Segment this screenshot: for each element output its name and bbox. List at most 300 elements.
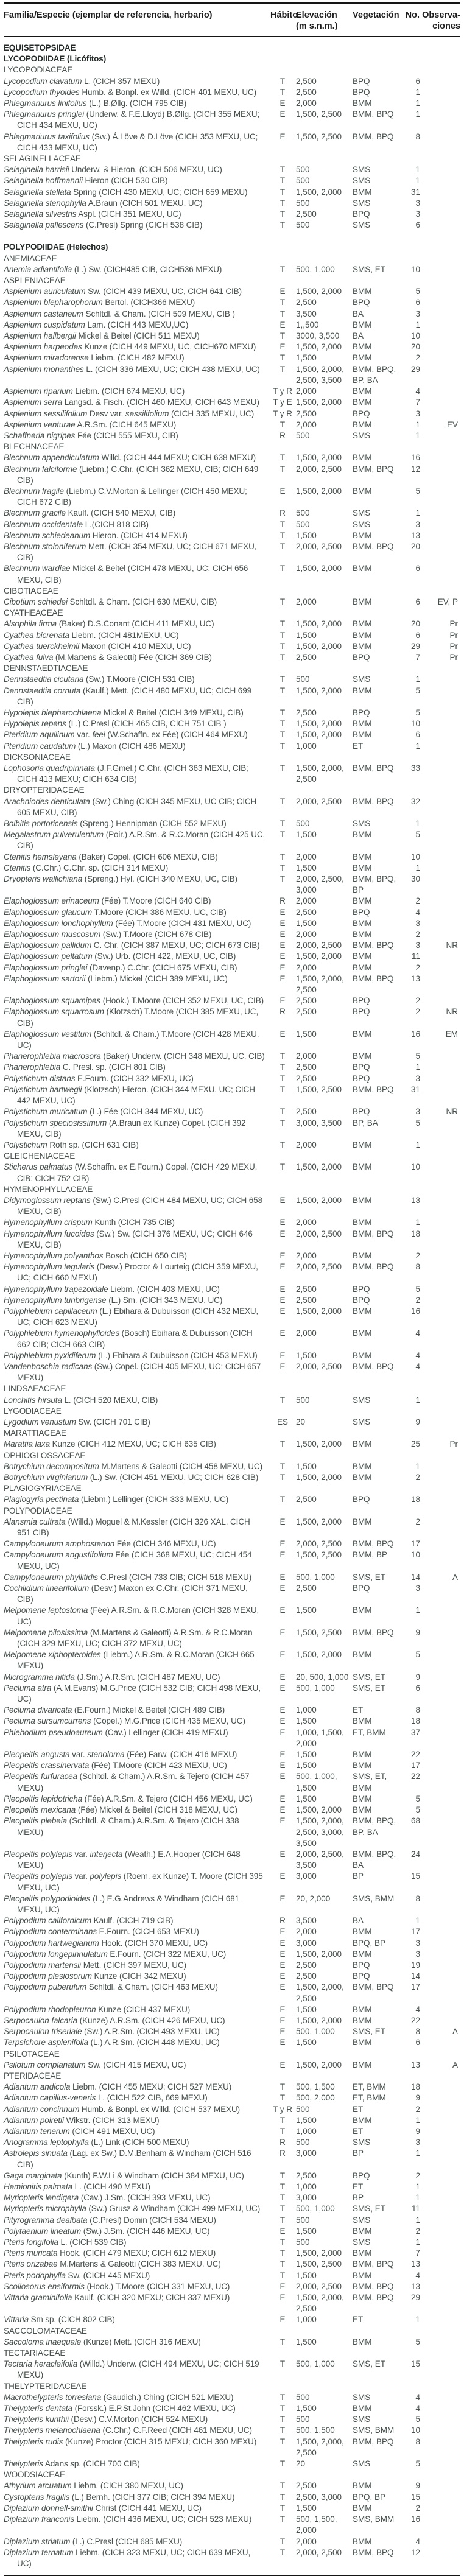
vegetation-cell: BMM xyxy=(353,2270,372,2280)
section-row xyxy=(4,37,460,54)
taxon-name: Elaphoglossum sartorii (Liebm.) Mickel (CICH 389 MEXU, UC) xyxy=(4,974,228,983)
taxon-name: Polystichum muricatum (L.) Fée (CICH 344 MEXU, UC) xyxy=(4,1107,203,1117)
vegetation-cell: BP xyxy=(353,1872,364,1881)
count-cell xyxy=(404,1450,420,1461)
species-row xyxy=(4,1517,460,1539)
observations-cell xyxy=(420,1672,460,1683)
count-cell: 4 xyxy=(415,907,420,917)
elevation-cell: 1,,500 xyxy=(296,320,319,329)
vegetation-cell: BMM xyxy=(353,1162,372,1172)
vegetation-cell: BMM xyxy=(353,287,372,297)
habito-cell xyxy=(269,275,296,286)
observations-cell xyxy=(420,586,460,597)
vegetation-cell: BPQ xyxy=(353,1107,370,1117)
species-row xyxy=(4,1395,460,1406)
taxon-name: Asplenium riparium Liebm. (CICH 674 MEXU, UC) xyxy=(4,387,185,396)
observations-cell xyxy=(420,718,460,729)
vegetation-cell: SMS, ET xyxy=(353,2359,386,2369)
vegetation-cell: SMS, BMM xyxy=(353,1893,395,1903)
elevation-cell xyxy=(296,2381,353,2392)
count-cell: 22 xyxy=(410,1750,420,1760)
elevation-cell: 1,500, 2,500 xyxy=(296,1084,342,1094)
elevation-cell: 500, 1,000 xyxy=(296,1572,335,1582)
elevation-cell: 500 xyxy=(296,198,310,208)
habito-cell xyxy=(269,663,296,674)
habito-cell: T xyxy=(279,1084,286,1094)
vegetation-cell: BMM xyxy=(353,597,372,606)
count-cell: 16 xyxy=(410,2515,420,2524)
habito-cell: T xyxy=(279,2547,286,2557)
observations-cell xyxy=(420,863,460,874)
family-row xyxy=(4,65,460,75)
elevation-cell: 1,500 xyxy=(296,2226,317,2236)
vegetation-cell: BMM xyxy=(353,1350,372,1360)
vegetation-cell xyxy=(353,608,404,619)
species-row xyxy=(4,2015,460,2026)
count-cell: 3 xyxy=(415,1584,420,1593)
vegetation-cell: BMM xyxy=(353,342,372,352)
elevation-cell: 2,500 xyxy=(296,209,317,219)
vegetation-cell: BPQ xyxy=(353,87,370,97)
observations-cell xyxy=(420,1893,460,1915)
habito-cell: T xyxy=(279,1439,286,1449)
taxon-name: Alsophila firma (Baker) D.S.Conant (CICH 411 MEXU, UC) xyxy=(4,619,214,629)
observations-cell xyxy=(420,1361,460,1383)
taxon-name: Cochlidium linearifolium (Desv.) Maxon ex C.Chr. (CICH 371 MEXU, CIB) xyxy=(4,1584,248,1604)
vegetation-cell: BMM, BPQ xyxy=(353,1539,394,1549)
count-cell: 2 xyxy=(415,1473,420,1482)
habito-cell: T xyxy=(279,641,286,651)
species-row xyxy=(4,1749,460,1760)
habito-cell xyxy=(269,242,296,253)
observations-cell xyxy=(420,187,460,198)
count-cell: 12 xyxy=(410,2547,420,2557)
taxon-name: Polystichum speciosissimum (A.Braun ex Kunze) Copel. (CICH 392 MEXU, CIB) xyxy=(4,1118,246,1139)
vegetation-cell: BMM xyxy=(353,99,372,108)
vegetation-cell: SMS, ET xyxy=(353,264,386,274)
elevation-cell: 1,500 xyxy=(296,1350,317,1360)
count-cell: 6 xyxy=(415,298,420,307)
observations-cell xyxy=(420,37,460,54)
count-cell: 1 xyxy=(415,1606,420,1615)
observations-cell xyxy=(420,2392,460,2403)
vegetation-cell: BMM xyxy=(353,963,372,972)
elevation-cell xyxy=(296,2469,353,2480)
species-row xyxy=(4,209,460,220)
habito-cell: T xyxy=(279,464,286,474)
elevation-cell xyxy=(296,275,353,286)
observations-cell xyxy=(420,87,460,98)
elevation-cell xyxy=(296,1450,353,1461)
species-row xyxy=(4,1251,460,1262)
taxon-name: Arachniodes denticulata (Sw.) Ching (CICH 345 MEXU, UC CIB; CICH 605 MEXU, CIB) xyxy=(4,796,257,817)
elevation-cell: 2,500 xyxy=(296,1495,317,1504)
species-row xyxy=(4,1350,460,1361)
elevation-cell: 1,500 xyxy=(296,863,317,872)
family-name: TECTARIACEAE xyxy=(4,2348,66,2358)
species-row xyxy=(4,829,460,851)
observations-cell xyxy=(420,2015,460,2026)
count-cell: 15 xyxy=(410,1872,420,1881)
species-row xyxy=(4,1771,460,1793)
vegetation-cell: BMM xyxy=(353,2481,372,2491)
observations-cell xyxy=(420,2203,460,2214)
species-row xyxy=(4,2503,460,2514)
elevation-cell xyxy=(296,1406,353,1417)
elevation-cell: 2,500 xyxy=(296,76,317,86)
elevation-cell xyxy=(296,153,353,164)
observations-cell xyxy=(420,1749,460,1760)
vegetation-cell: BMM, BPQ xyxy=(353,1229,394,1238)
observations-cell xyxy=(420,2115,460,2126)
observations-cell xyxy=(420,508,460,519)
species-row xyxy=(4,430,460,441)
observations-cell xyxy=(420,2381,460,2392)
species-row xyxy=(4,1971,460,1982)
count-cell: 8 xyxy=(415,1262,420,1272)
taxon-name: Asplenium miradorense Liebm. (CICH 482 MEXU) xyxy=(4,353,185,363)
taxon-name: Myriopteris lendigera (Cav.) J.Sm. (CICH 393 MEXU, UC) xyxy=(4,2193,211,2203)
elevation-cell: 1,500 xyxy=(296,918,317,928)
species-row xyxy=(4,2281,460,2292)
count-cell: 4 xyxy=(415,2536,420,2546)
species-row xyxy=(4,963,460,974)
vegetation-cell: BMM xyxy=(353,641,372,651)
habito-cell: E xyxy=(279,1650,286,1660)
observations-cell xyxy=(420,1871,460,1893)
habito-cell: T xyxy=(279,1107,286,1117)
vegetation-cell: SMS xyxy=(353,519,371,529)
vegetation-cell: BMM, BPQ, BP xyxy=(353,874,396,895)
family-row xyxy=(4,785,460,796)
habito-cell: E xyxy=(279,1627,286,1637)
vegetation-cell: BMM xyxy=(353,398,372,407)
count-cell: 3 xyxy=(415,519,420,529)
elevation-cell: 500, 1,000 xyxy=(296,1683,335,1693)
species-row xyxy=(4,1062,460,1073)
vegetation-cell: BMM, BPQ xyxy=(353,2437,394,2446)
habito-cell: T xyxy=(279,2082,286,2092)
vegetation-cell: BMM xyxy=(353,187,372,197)
vegetation-cell: BPQ xyxy=(353,652,370,662)
vegetation-cell: BPQ xyxy=(353,1073,370,1083)
habito-cell: E xyxy=(279,1195,286,1205)
elevation-cell: 2,000, 2,500 xyxy=(296,541,342,551)
elevation-cell: 500 xyxy=(296,1395,310,1405)
elevation-cell: 1,500, 2,500 xyxy=(296,2259,342,2269)
count-cell: 25 xyxy=(410,1439,420,1449)
observations-cell xyxy=(420,1306,460,1328)
family-name: PTERIDACEAE xyxy=(4,2071,62,2080)
vegetation-cell xyxy=(353,1483,404,1494)
observations-cell xyxy=(420,896,460,907)
taxon-name: Asplenium cuspidatum Lam. (CICH 443 MEXU,UC) xyxy=(4,320,189,329)
family-row xyxy=(4,275,460,286)
observations-cell xyxy=(420,109,460,131)
taxon-name: Selaginella hoffmannii Hieron (CICH 530 CIB) xyxy=(4,176,168,186)
species-row xyxy=(4,940,460,951)
vegetation-cell: ET xyxy=(353,741,364,751)
vegetation-cell xyxy=(353,1428,404,1439)
taxon-name: Pleopeltis plebeia (Schltdl. & Cham.) A.R.Sm. & Tejero (CICH 338 MEXU) xyxy=(4,1816,239,1837)
count-cell: 29 xyxy=(410,2293,420,2303)
species-row xyxy=(4,1162,460,1184)
taxon-name: Pteris podophylla Sw. (CICH 445 MEXU) xyxy=(4,2270,150,2280)
elevation-cell: 2,500 xyxy=(296,2481,317,2491)
habito-cell: T xyxy=(279,819,286,829)
taxon-name: Dennstaedtia cornuta (Kaulf.) Mett. (CICH 480 MEXU, UC; CICH 699 CIB) xyxy=(4,686,252,706)
species-row xyxy=(4,309,460,320)
vegetation-cell xyxy=(353,242,404,253)
taxon-name: Myriopteris microphylla (Sw.) Grusz & Windham (CICH 499 MEXU, UC) xyxy=(4,2204,261,2214)
observations-cell xyxy=(420,818,460,829)
elevation-cell: 500, 1,000 xyxy=(296,2359,335,2369)
observations-cell xyxy=(420,907,460,918)
count-cell: 1 xyxy=(415,1916,420,1926)
species-row xyxy=(4,951,460,962)
count-cell xyxy=(404,2326,420,2337)
species-row xyxy=(4,674,460,685)
vegetation-cell xyxy=(353,1184,404,1195)
elevation-cell: 1,000 xyxy=(296,1705,317,1715)
habito-cell: E xyxy=(279,1705,286,1715)
vegetation-cell: BMM, BPQ xyxy=(353,941,394,950)
observations-cell xyxy=(420,76,460,87)
species-row xyxy=(4,76,460,87)
vegetation-cell: BMM xyxy=(353,619,372,629)
observations-cell xyxy=(420,1151,460,1162)
species-row xyxy=(4,353,460,363)
taxon-name: Polypodium plesiosorum Kunze (CICH 342 MEXU) xyxy=(4,1971,186,1981)
observations-cell xyxy=(420,198,460,209)
vegetation-cell: ET, BMM xyxy=(353,1727,386,1737)
taxon-name: Polyphlebium hymenophylloides (Bosch) Ebihara & Dubuisson (CICH 662 CIB; CICH 663 CIB) xyxy=(4,1328,253,1349)
elevation-cell: 1,500, 2,000 xyxy=(296,398,342,407)
elevation-cell: 2,500 xyxy=(296,1062,317,1072)
observations-cell xyxy=(420,409,460,419)
taxon-name: Blechnum appendiculatum Willd. (CICH 444 MEXU; CICH 638 MEXU) xyxy=(4,453,256,463)
vegetation-cell xyxy=(353,586,404,597)
count-cell xyxy=(404,1184,420,1195)
count-cell: 3 xyxy=(415,309,420,318)
habito-cell: T xyxy=(279,1118,286,1128)
habito-cell: E xyxy=(279,342,286,352)
family-name: ANEMIACEAE xyxy=(4,253,57,263)
habito-cell: E xyxy=(279,2015,286,2025)
habito-cell xyxy=(269,1483,296,1494)
species-row xyxy=(4,1229,460,1251)
species-row xyxy=(4,1118,460,1140)
observations-cell: Pr xyxy=(449,641,458,651)
observations-cell xyxy=(420,1938,460,1949)
observations-cell xyxy=(420,1461,460,1472)
habito-cell: T xyxy=(279,353,286,363)
taxon-name: Psilotum complanatum Sw. (CICH 415 MEXU, UC) xyxy=(4,2060,186,2069)
taxon-name: Elaphoglossum pringlei (Davenp.) C.Chr. (CICH 675 MEXU, CIB) xyxy=(4,963,237,972)
species-table-body xyxy=(4,37,460,2569)
elevation-cell: 1,500, 2,000 xyxy=(296,719,342,729)
habito-cell: T xyxy=(279,541,286,551)
vegetation-cell: BMM xyxy=(353,2536,372,2546)
count-cell: 4 xyxy=(415,1361,420,1371)
vegetation-cell: BPQ, BP xyxy=(353,1938,386,1948)
elevation-cell: 500, 1,500 xyxy=(296,2082,335,2092)
count-cell: 6 xyxy=(415,220,420,230)
elevation-cell: 500 xyxy=(296,675,310,684)
count-cell: 1 xyxy=(415,430,420,440)
observations-cell xyxy=(420,1084,460,1106)
observations-cell xyxy=(420,1816,460,1849)
taxon-name: Hypolepis repens (L.) C.Presl (CICH 465 CIB, CICH 751 CIB ) xyxy=(4,719,227,729)
observations-cell xyxy=(420,153,460,164)
habito-cell: T y R xyxy=(272,409,292,418)
family-name: SACCOLOMATACEAE xyxy=(4,2326,87,2336)
observations-cell xyxy=(420,54,460,65)
count-cell: 33 xyxy=(410,763,420,773)
vegetation-cell: SMS xyxy=(353,675,371,684)
species-row xyxy=(4,1284,460,1295)
taxon-name: Adiantum concinnum Humb. & Bonpl. ex Willd. (CICH 537 MEXU) xyxy=(4,2104,241,2114)
species-row xyxy=(4,1417,460,1428)
habito-cell: T xyxy=(279,630,286,640)
elevation-cell: 2,000, 2,500 xyxy=(296,2281,342,2291)
observations-cell xyxy=(420,1849,460,1871)
count-cell: 7 xyxy=(415,652,420,662)
habito-cell: T xyxy=(279,564,286,574)
count-cell: 5 xyxy=(415,486,420,496)
family-row xyxy=(4,253,460,264)
count-cell: 17 xyxy=(410,1927,420,1937)
count-cell xyxy=(404,54,420,65)
observations-cell xyxy=(420,1162,460,1184)
vegetation-cell: BMM, BPQ xyxy=(353,541,394,551)
observations-cell xyxy=(420,1949,460,1960)
habito-cell xyxy=(269,1151,296,1162)
taxon-name: Asplenium serra Langsd. & Fisch. (CICH 460 MEXU, CICH 643 MEXU) xyxy=(4,398,259,407)
count-cell: 17 xyxy=(410,1539,420,1549)
elevation-cell: 1,000, 1,500, 2,000 xyxy=(296,1727,344,1748)
count-cell: 3 xyxy=(415,2138,420,2147)
observations-cell xyxy=(420,707,460,718)
elevation-cell: 500 xyxy=(296,2104,310,2114)
elevation-cell: 500 xyxy=(296,2392,310,2402)
habito-cell: T y E xyxy=(273,398,292,407)
elevation-cell: 500, 2,000 xyxy=(296,2093,335,2103)
habito-cell: T xyxy=(279,1473,286,1482)
count-cell: 6 xyxy=(415,597,420,606)
count-cell xyxy=(404,2469,420,2480)
count-cell: 15 xyxy=(410,2492,420,2502)
count-cell xyxy=(404,2381,420,2392)
vegetation-cell xyxy=(353,1450,404,1461)
taxon-name: Alansmia cultrata (Willd.) Moguel & M.Kessler (CICH 326 XAL, CICH 951 CIB) xyxy=(4,1517,250,1538)
taxon-name: Polystichum Roth sp. (CICH 631 CIB) xyxy=(4,1140,139,1149)
taxon-name: Pleopeltis mexicana (Fée) Mickel & Beitel (CICH 318 MEXU, UC) xyxy=(4,1805,238,1815)
elevation-cell: 1,500 xyxy=(296,1606,317,1615)
elevation-cell: 3,000, 3,500 xyxy=(296,1118,342,1128)
habito-cell xyxy=(269,65,296,75)
observations-cell: NR xyxy=(446,1107,458,1117)
count-cell: 37 xyxy=(410,1727,420,1737)
observations-cell xyxy=(420,164,460,175)
species-row xyxy=(4,508,460,519)
taxon-name: Blechnum falciforme (Liebm.) C.Chr. (CICH 362 MEXU, CIB; CICH 649 CIB) xyxy=(4,464,259,485)
observations-cell xyxy=(420,264,460,275)
vegetation-cell: BMM xyxy=(353,564,372,574)
habito-cell: E xyxy=(279,1949,286,1959)
taxon-name: Phlebodium pseudoaureum (Cav.) Lellinger (CICH 419 MEXU) xyxy=(4,1727,228,1737)
count-cell: 5 xyxy=(415,1284,420,1294)
count-cell: 2 xyxy=(415,930,420,939)
species-row xyxy=(4,763,460,785)
elevation-cell: 20 xyxy=(296,2459,306,2469)
elevation-cell: 3,000 xyxy=(296,1938,317,1948)
observations-cell xyxy=(420,2259,460,2270)
elevation-cell xyxy=(296,2348,353,2359)
taxon-name: Marattia laxa Kunze (CICH 412 MEXU, UC; CICH 635 CIB) xyxy=(4,1439,216,1449)
habito-cell xyxy=(269,2326,296,2337)
count-cell: 20 xyxy=(410,541,420,551)
species-row xyxy=(4,297,460,308)
elevation-cell: 500 xyxy=(296,819,310,829)
observations-cell xyxy=(420,1483,460,1494)
observations-cell xyxy=(420,874,460,896)
elevation-cell xyxy=(296,1506,353,1517)
vegetation-cell: BA xyxy=(353,1916,364,1926)
taxon-name: Asplenium auriculatum Sw. (CICH 439 MEXU, UC, CICH 641 CIB) xyxy=(4,287,242,297)
habito-cell: E xyxy=(279,930,286,939)
species-row xyxy=(4,896,460,907)
count-cell: 16 xyxy=(410,1306,420,1316)
elevation-cell: 500 xyxy=(296,430,310,440)
count-cell: 10 xyxy=(410,264,420,274)
vegetation-cell: BMM xyxy=(353,852,372,862)
habito-cell: T xyxy=(279,419,286,429)
habito-cell: T xyxy=(279,2171,286,2180)
count-cell: 2 xyxy=(415,2226,420,2236)
observations-cell xyxy=(420,98,460,109)
vegetation-cell: BMM xyxy=(353,1927,372,1937)
vegetation-cell: BPQ xyxy=(353,1007,370,1017)
count-cell: 2 xyxy=(415,963,420,972)
elevation-cell: 1,000 xyxy=(296,2126,317,2136)
family-name: POLYPODIACEAE xyxy=(4,1506,72,1515)
elevation-cell: 2,000 xyxy=(296,1218,317,1227)
vegetation-cell: SMS, ET xyxy=(353,1672,386,1682)
habito-cell: T xyxy=(279,1461,286,1471)
count-cell: 9 xyxy=(415,2481,420,2491)
vegetation-cell: ET, BMM xyxy=(353,2082,386,2092)
taxon-name: Bolbitis portoricensis (Spreng.) Hennipman (CICH 552 MEXU) xyxy=(4,819,227,829)
habito-cell: E xyxy=(279,2038,286,2048)
taxon-name: Asplenium sessilifolium Desv var. sessilifolium (CICH 335 MEXU, UC) xyxy=(4,409,255,418)
count-cell: 5 xyxy=(415,2415,420,2424)
habito-cell: T xyxy=(279,165,286,175)
count-cell: 32 xyxy=(410,796,420,806)
elevation-cell: 1,500, 2,000 xyxy=(296,1306,342,1316)
taxon-name: Diplazium ternatum Liebm. (CICH 323 MEXU, UC; CICH 639 MEXU, UC) xyxy=(4,2547,251,2568)
vegetation-cell: ET, BMM xyxy=(353,2093,386,2103)
species-row xyxy=(4,2514,460,2536)
observations-cell xyxy=(420,1395,460,1406)
taxon-name: Hymenophyllum polyanthos Bosch (CICH 650 CIB) xyxy=(4,1251,187,1260)
count-cell: 30 xyxy=(410,874,420,884)
observations-cell xyxy=(420,563,460,585)
taxon-name: Lycopodium thyoides Humb. & Bonpl. ex Willd. (CICH 401 MEXU, UC) xyxy=(4,87,257,97)
section-name: LYCOPODIIDAE (Licófitos) xyxy=(4,54,107,64)
vegetation-cell: SMS xyxy=(353,220,371,230)
vegetation-cell: BMM xyxy=(353,453,372,463)
